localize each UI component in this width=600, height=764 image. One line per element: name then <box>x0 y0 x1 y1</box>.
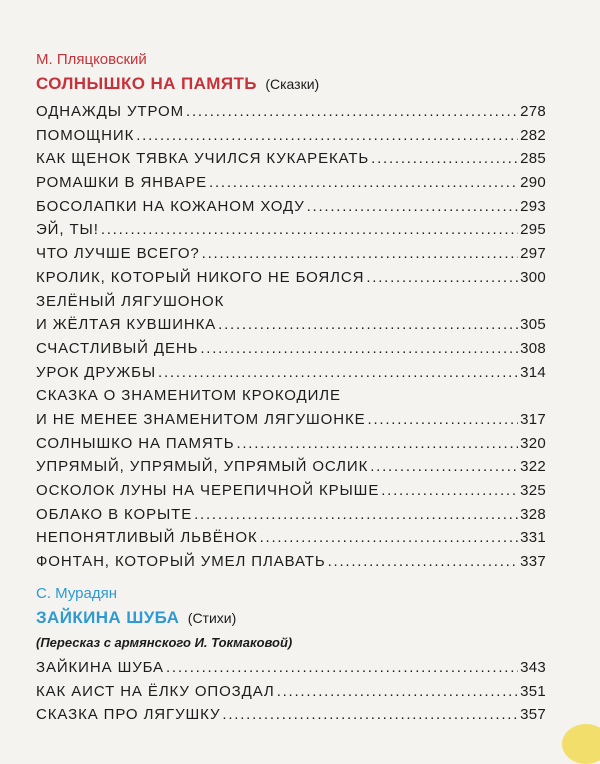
entry-page: 282 <box>520 126 546 144</box>
contents-entry[interactable] <box>36 680 546 704</box>
dot-leader <box>202 242 518 266</box>
author-name: М. Пляцковский <box>36 51 147 68</box>
contents-entry[interactable] <box>36 337 546 361</box>
entry-title: И ЖЁЛТАЯ КУВШИНКА <box>36 316 217 334</box>
entry-title: СКАЗКА О ЗНАМЕНИТОМ КРОКОДИЛЕ <box>36 387 341 405</box>
entry-page: 325 <box>520 482 546 499</box>
contents-entry[interactable] <box>36 479 546 503</box>
book-title: ЗАЙКИНА ШУБА <box>36 608 180 627</box>
contents-entry[interactable] <box>36 242 546 266</box>
contents-entry[interactable] <box>36 361 546 385</box>
entry-page: 278 <box>520 103 546 120</box>
entry-page: 320 <box>520 434 546 452</box>
entry-page: 300 <box>520 268 546 286</box>
entry-title: ОСКОЛОК ЛУНЫ НА ЧЕРЕПИЧНОЙ КРЫШЕ <box>36 482 380 499</box>
dot-leader <box>368 408 519 432</box>
entry-page: 337 <box>520 553 546 571</box>
contents-entry[interactable] <box>36 503 546 527</box>
dot-leader <box>218 313 518 337</box>
entry-page: 285 <box>520 150 546 168</box>
contents-entry[interactable] <box>36 313 546 337</box>
contents-entry[interactable] <box>36 526 546 550</box>
contents-entry[interactable] <box>36 656 546 680</box>
contents-entry[interactable] <box>36 218 546 242</box>
dot-leader <box>366 266 518 290</box>
book-genre: (Сказки) <box>265 76 320 92</box>
dot-leader <box>200 337 518 361</box>
entry-page: 351 <box>520 682 546 700</box>
dot-leader <box>381 479 518 503</box>
contents-entry[interactable] <box>36 703 546 727</box>
entry-page: 290 <box>520 174 546 192</box>
entry-title: ЭЙ, ТЫ! <box>36 221 99 239</box>
entry-title: ФОНТАН, КОТОРЫЙ УМЕЛ ПЛАВАТЬ <box>36 553 326 571</box>
book-heading <box>36 604 546 632</box>
contents-entry[interactable] <box>36 124 546 148</box>
entry-page: 331 <box>520 529 546 547</box>
contents-entry[interactable] <box>36 195 546 219</box>
dot-leader <box>166 656 518 680</box>
corner-decoration <box>562 724 600 764</box>
dot-leader <box>194 503 518 527</box>
entry-title: СКАЗКА ПРО ЛЯГУШКУ <box>36 706 221 724</box>
entry-title: ЗЕЛЁНЫЙ ЛЯГУШОНОК <box>36 292 225 310</box>
contents-entry[interactable] <box>36 432 546 456</box>
book-title: СОЛНЫШКО НА ПАМЯТЬ <box>36 74 257 93</box>
entry-title: НЕПОНЯТЛИВЫЙ ЛЬВЁНОК <box>36 529 258 547</box>
contents-entry-title-line1[interactable] <box>36 384 546 408</box>
contents-entry[interactable] <box>36 455 546 479</box>
entry-page: 297 <box>520 245 546 263</box>
dot-leader <box>370 455 518 479</box>
dot-leader <box>277 680 518 704</box>
entry-title: УПРЯМЫЙ, УПРЯМЫЙ, УПРЯМЫЙ ОСЛИК <box>36 458 369 476</box>
contents-entry[interactable] <box>36 100 546 124</box>
entry-title: ОБЛАКО В КОРЫТЕ <box>36 505 193 523</box>
dot-leader <box>328 550 518 574</box>
entry-title: БОСОЛАПКИ НА КОЖАНОМ ХОДУ <box>36 197 305 215</box>
dot-leader <box>371 147 518 171</box>
contents-section-plyatskovsky <box>36 50 546 574</box>
entry-page: 317 <box>520 410 546 428</box>
entry-page: 357 <box>520 706 546 724</box>
dot-leader <box>136 124 518 148</box>
contents-list <box>36 100 546 574</box>
entry-page: 314 <box>520 363 546 381</box>
contents-entry-title-line1[interactable] <box>36 290 546 314</box>
contents-entry[interactable] <box>36 550 546 574</box>
contents-entry[interactable] <box>36 147 546 171</box>
entry-page: 308 <box>520 339 546 357</box>
dot-leader <box>260 526 518 550</box>
author-name: С. Мурадян <box>36 585 118 602</box>
entry-page: 322 <box>520 458 546 476</box>
contents-entry[interactable] <box>36 171 546 195</box>
entry-page: 328 <box>520 505 546 523</box>
dot-leader <box>209 171 518 195</box>
entry-title: И НЕ МЕНЕЕ ЗНАМЕНИТОМ ЛЯГУШОНКЕ <box>36 410 366 428</box>
dot-leader <box>186 100 518 124</box>
contents-entry[interactable] <box>36 408 546 432</box>
entry-title: ЧТО ЛУЧШЕ ВСЕГО? <box>36 245 200 263</box>
entry-page: 305 <box>520 316 546 334</box>
entry-page: 295 <box>520 221 546 239</box>
entry-title: СЧАСТЛИВЫЙ ДЕНЬ <box>36 339 199 357</box>
dot-leader <box>307 195 518 219</box>
entry-page: 293 <box>520 197 546 215</box>
dot-leader <box>222 703 518 727</box>
entry-title: СОЛНЫШКО НА ПАМЯТЬ <box>36 434 235 452</box>
entry-title: КАК АИСТ НА ЁЛКУ ОПОЗДАЛ <box>36 682 275 700</box>
dot-leader <box>158 361 518 385</box>
dot-leader <box>101 218 518 242</box>
entry-title: ПОМОЩНИК <box>36 126 135 144</box>
entry-title: РОМАШКИ В ЯНВАРЕ <box>36 174 208 192</box>
entry-title: ОДНАЖДЫ УТРОМ <box>36 103 185 120</box>
translation-note: (Пересказ с армянского И. Токмаковой) <box>36 635 293 650</box>
dot-leader <box>236 432 518 456</box>
entry-title: КРОЛИК, КОТОРЫЙ НИКОГО НЕ БОЯЛСЯ <box>36 268 365 286</box>
contents-list <box>36 656 546 727</box>
book-genre: (Стихи) <box>187 610 237 626</box>
contents-entry[interactable] <box>36 266 546 290</box>
book-heading <box>36 70 546 98</box>
entry-title: УРОК ДРУЖБЫ <box>36 363 157 381</box>
entry-page: 343 <box>520 659 546 676</box>
entry-title: КАК ЩЕНОК ТЯВКА УЧИЛСЯ КУКАРЕКАТЬ <box>36 150 370 168</box>
contents-section-muradyan <box>36 584 546 727</box>
entry-title: ЗАЙКИНА ШУБА <box>36 659 164 676</box>
